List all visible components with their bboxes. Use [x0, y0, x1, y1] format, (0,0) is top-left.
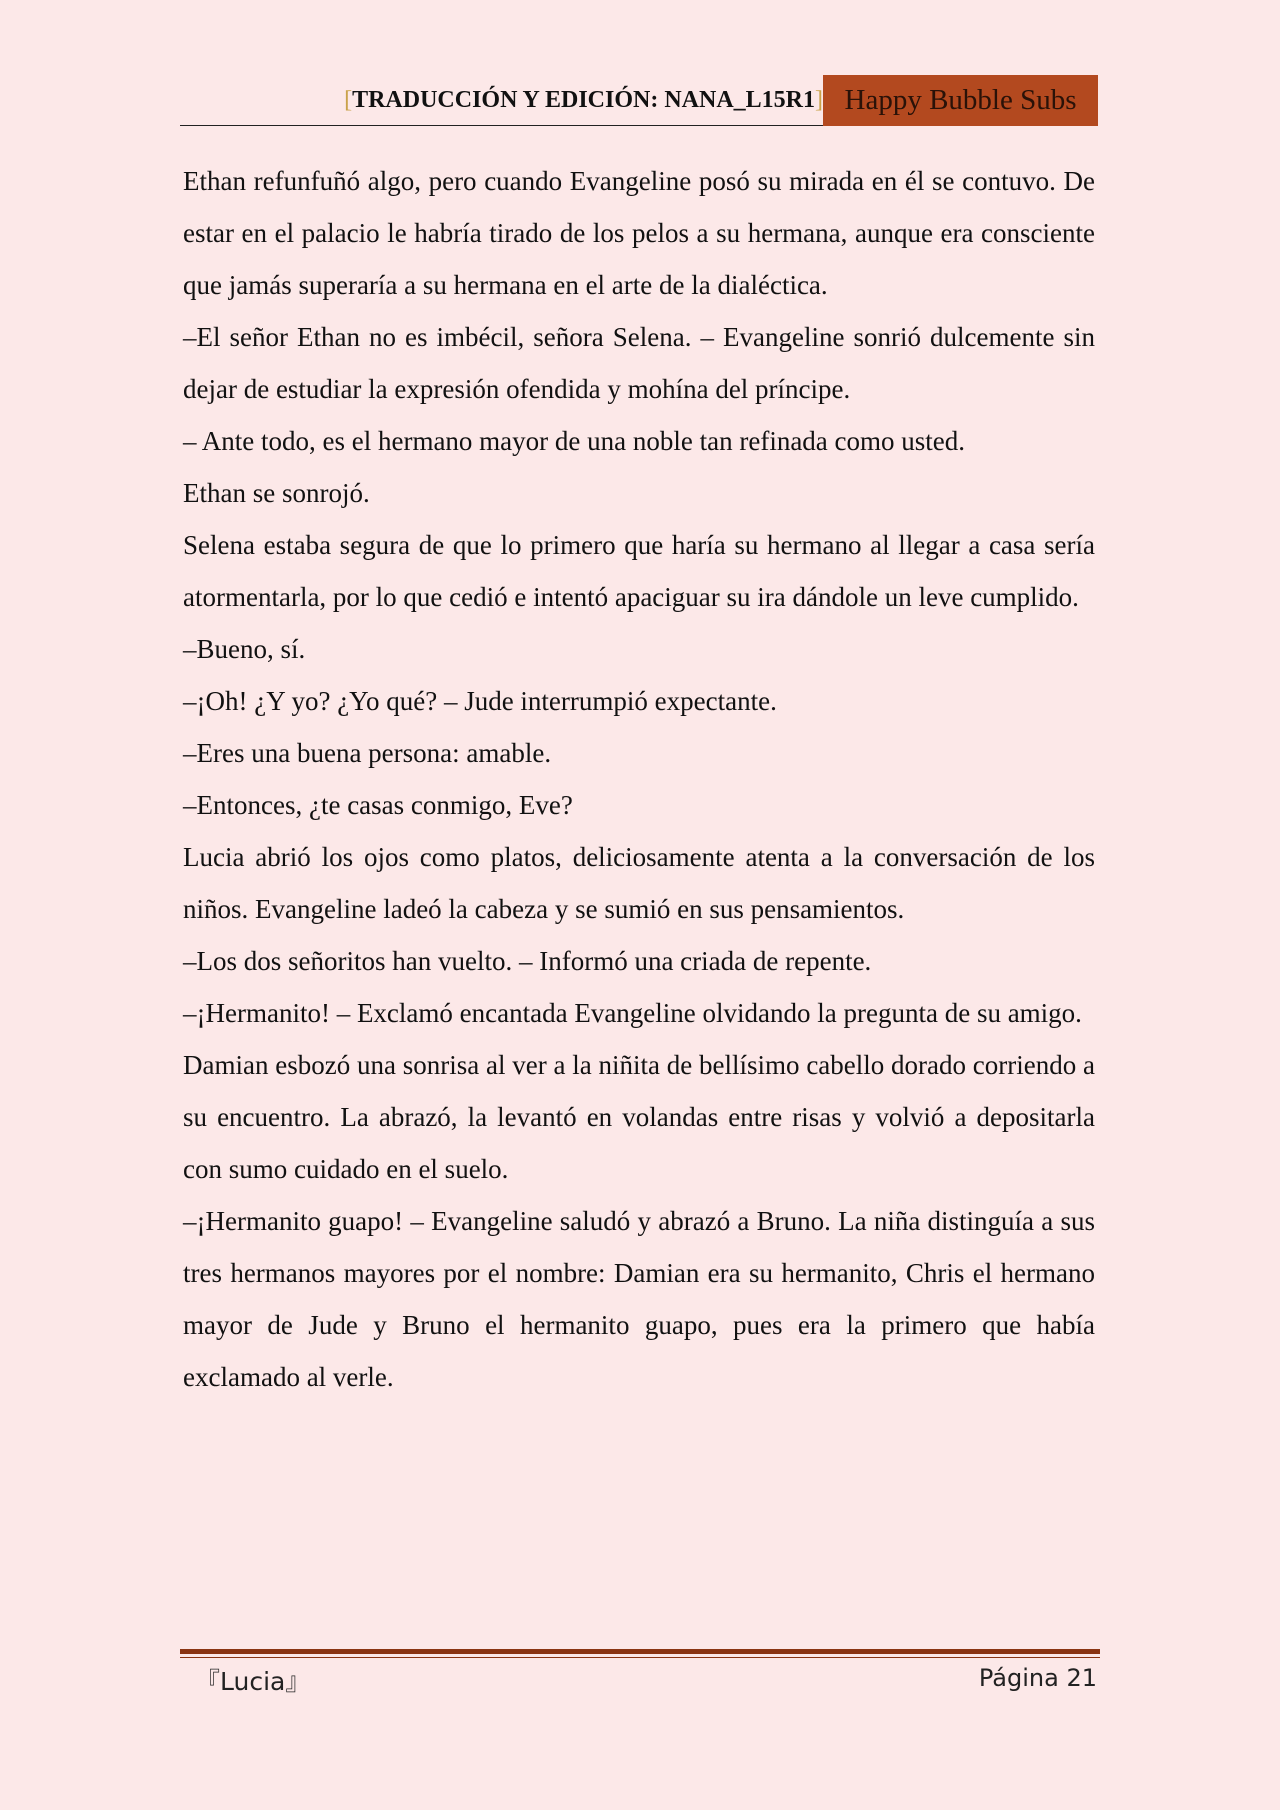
paragraph: –El señor Ethan no es imbécil, señora Selena. – Evangeline sonrió dulcemente sin dejar de estudiar la expresión ofendida y mohína del príncipe.	[183, 322, 1095, 404]
paragraph: Selena estaba segura de que lo primero que haría su hermano al llegar a casa sería atormentarla, por lo que cedió e intentó apaciguar su ira dándole un leve cumplido.	[183, 530, 1095, 612]
footer-divider-thick	[180, 1649, 1100, 1654]
footer-page-number: Página 21	[978, 1664, 1097, 1692]
header-divider	[180, 125, 823, 126]
paragraph: Damian esbozó una sonrisa al ver a la niñita de bellísimo cabello dorado corriendo a su encuentro. La abrazó, la levantó en volandas entre risas y volvió a depositarla con sumo cuidado en el suelo.	[183, 1050, 1095, 1184]
close-bracket: ]	[815, 87, 823, 113]
paragraph: –¡Oh! ¿Y yo? ¿Yo qué? – Jude interrumpió expectante.	[183, 686, 777, 716]
translation-credit	[344, 87, 823, 114]
open-bracket: [	[344, 87, 353, 113]
paragraph: Ethan refunfuñó algo, pero cuando Evangeline posó su mirada en él se contuvo. De estar en el palacio le habría tirado de los pelos a su hermana, aunque era consciente que jamás superaría a su hermana en el arte de la dialéctica.	[183, 166, 1095, 300]
credit-text: TRADUCCIÓN Y EDICIÓN: NANA_L15R1	[352, 87, 815, 113]
footer-book-title: 『Lucia』	[195, 1667, 311, 1696]
paragraph: Ethan se sonrojó.	[183, 478, 370, 508]
paragraph: –Los dos señoritos han vuelto. – Informó una criada de repente.	[183, 946, 872, 976]
paragraph: –Entonces, ¿te casas conmigo, Eve?	[183, 790, 573, 820]
paragraph: –¡Hermanito guapo! – Evangeline saludó y abrazó a Bruno. La niña distinguía a sus tres hermanos mayores por el nombre: Damian era su hermanito, Chris el hermano mayor de Jude y Bruno el hermanito guapo, pues era la primero que había exclamado al verle.	[183, 1206, 1095, 1392]
paragraph: Lucia abrió los ojos como platos, deliciosamente atenta a la conversación de los niños. Evangeline ladeó la cabeza y se sumió en sus pensamientos.	[183, 842, 1095, 924]
paragraph: –Eres una buena persona: amable.	[183, 738, 552, 768]
paragraph: –Bueno, sí.	[183, 634, 306, 664]
footer-divider-thin	[180, 1657, 1100, 1658]
page-header	[180, 75, 1098, 125]
paragraph: –¡Hermanito! – Exclamó encantada Evangeline olvidando la pregunta de su amigo.	[183, 998, 1082, 1028]
paragraph: – Ante todo, es el hermano mayor de una noble tan refinada como usted.	[183, 426, 966, 456]
page-body	[183, 155, 1095, 1403]
group-name-badge: Happy Bubble Subs	[823, 75, 1098, 126]
